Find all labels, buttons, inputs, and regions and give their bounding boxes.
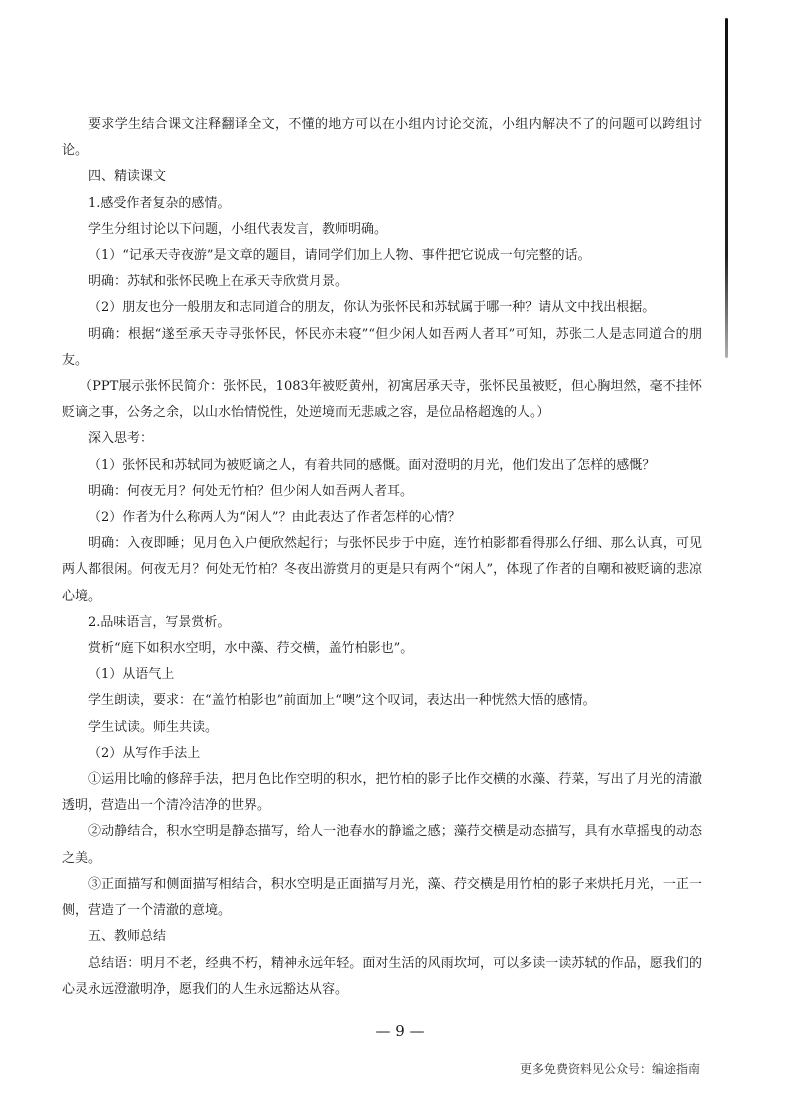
reading-practice: 学生试读。师生共读。 bbox=[88, 719, 219, 735]
technique-heading: （2）从写作手法上 bbox=[88, 745, 201, 761]
deep-question-1: （1）张怀民和苏轼同为被贬谪之人，有着共同的感慨。面对澄明的月光，他们发出了怎样的感慨？ bbox=[88, 457, 656, 473]
subheading-1: 1.感受作者复杂的感情。 bbox=[88, 195, 231, 211]
paragraph: 学生分组讨论以下问题，小组代表发言，教师明确。 bbox=[88, 221, 388, 237]
reading-requirement: 学生朗读，要求：在“盖竹柏影也”前面加上“噢”这个叹词，表达出一种恍然大悟的感情。 bbox=[88, 693, 596, 709]
answer-2: 明确：根据“遂至承天寺寻张怀民，怀民亦未寝”“但少闲人如吾两人者耳”可知，苏张二人是志同道合的朋友。 bbox=[62, 326, 702, 368]
page-number: — 9 — bbox=[375, 1022, 425, 1040]
subheading-2: 2.品味语言，写景赏析。 bbox=[88, 614, 231, 630]
scan-edge-line bbox=[725, 18, 728, 358]
technique-point-1: ①运用比喻的修辞手法，把月色比作空明的积水，把竹柏的影子比作交横的水藻、荇菜，写出了月光的清澈透明，营造出一个清冷洁净的世界。 bbox=[62, 772, 702, 814]
intro-paragraph: 要求学生结合课文注释翻译全文，不懂的地方可以在小组内讨论交流，小组内解决不了的问题可以跨组讨论。 bbox=[62, 117, 702, 159]
deep-thinking-label: 深入思考： bbox=[88, 431, 154, 447]
section-heading-5: 五、教师总结 bbox=[88, 929, 167, 945]
footer-note: 更多免费资料见公众号：编途指南 bbox=[519, 1062, 700, 1076]
document-body bbox=[62, 112, 702, 1003]
section-heading-4: 四、精读课文 bbox=[88, 169, 167, 185]
deep-question-2: （2）作者为什么称两人为“闲人”？由此表达了作者怎样的心情？ bbox=[88, 510, 461, 526]
deep-answer-2: 明确：入夜即睡；见月色入户便欣然起行；与张怀民步于中庭，连竹柏影都看得那么仔细、那么认真，可见两人都很闲。何夜无月？何处无竹柏？冬夜出游赏月的更是只有两个“闲人”，体现了作者的自嘲和被贬谪的悲凉心境。 bbox=[62, 536, 702, 604]
summary-paragraph: 总结语：明月不老，经典不朽，精神永远年轻。面对生活的风雨坎坷，可以多读一读苏轼的作品，愿我们的心灵永远澄澈明净，愿我们的人生永远豁达从容。 bbox=[62, 955, 702, 997]
tone-heading: （1）从语气上 bbox=[88, 667, 175, 683]
appreciation-sentence: 赏析“庭下如积水空明，水中藻、荇交横，盖竹柏影也”。 bbox=[88, 641, 414, 657]
ppt-note: （PPT展示张怀民简介：张怀民，1083年被贬黄州，初寓居承天寺，张怀民虽被贬，但心胸坦然，毫不挂怀贬谪之事，公务之余，以山水怡情悦性，处逆境而无悲戚之容，是位品格超逸的人。） bbox=[62, 379, 702, 421]
technique-point-2: ②动静结合，积水空明是静态描写，给人一池春水的静谧之感；藻荇交横是动态描写，具有水草摇曳的动态之美。 bbox=[62, 824, 702, 866]
question-2: （2）朋友也分一般朋友和志同道合的朋友，你认为张怀民和苏轼属于哪一种？请从文中找出根据。 bbox=[88, 300, 656, 316]
answer-1: 明确：苏轼和张怀民晚上在承天寺欣赏月景。 bbox=[88, 274, 349, 290]
deep-answer-1: 明确：何夜无月？何处无竹柏？但少闲人如吾两人者耳。 bbox=[88, 483, 414, 499]
technique-point-3: ③正面描写和侧面描写相结合，积水空明是正面描写月光，藻、荇交横是用竹柏的影子来烘托月光，一正一侧，营造了一个清澈的意境。 bbox=[62, 876, 702, 919]
question-1: （1）“记承天寺夜游”是文章的题目，请同学们加上人物、事件把它说成一句完整的话。 bbox=[88, 248, 591, 264]
